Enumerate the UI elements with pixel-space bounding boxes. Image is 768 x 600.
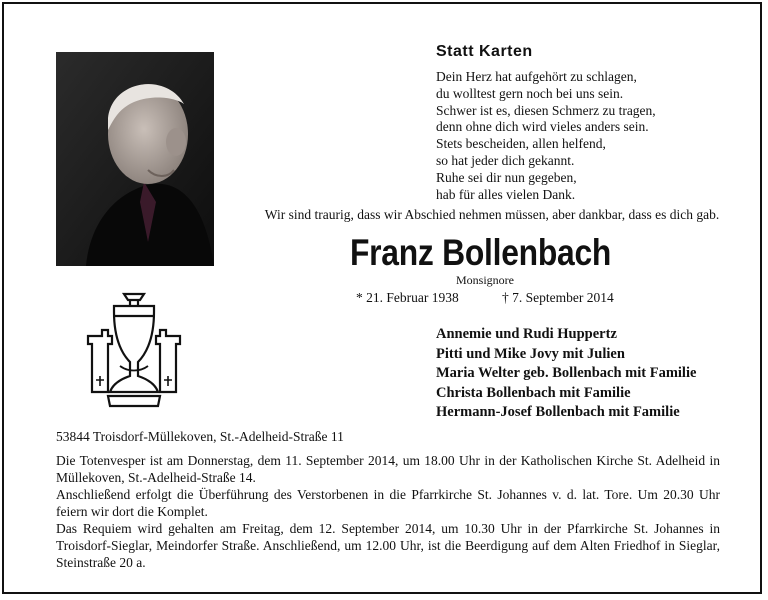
- poem: [436, 69, 656, 203]
- intro-sentence: Wir sind traurig, dass wir Abschied nehmen müssen, aber dankbar, dass es dich gab.: [264, 207, 720, 222]
- birth-date: * 21. Februar 1938: [356, 290, 459, 305]
- service-details: [56, 452, 720, 571]
- poem-line: Ruhe sei dir nun gegeben,: [436, 169, 577, 185]
- poem-line: hab für alles vielen Dank.: [436, 186, 576, 202]
- details-paragraph: Das Requiem wird gehalten am Freitag, dem 12. September 2014, um 10.30 Uhr in der Pfarrkirche St. Johannes in Troisdorf-Sieglar, Meindorfer Straße. Anschließend, um 12.00 Uhr, ist die Beerdigung auf dem Alten Friedhof in Sieglar, Steinstraße 20 a.: [56, 521, 720, 570]
- poem-line: so hat jeder dich gekannt.: [436, 152, 575, 168]
- mourner: Hermann-Josef Bollenbach mit Familie: [436, 404, 680, 420]
- portrait-photo-image: [56, 52, 214, 266]
- deceased-title: Monsignore: [456, 273, 514, 287]
- portrait-photo: [56, 52, 214, 266]
- notice-heading: Statt Karten: [436, 43, 533, 60]
- mourners-list: [436, 325, 696, 423]
- poem-line: Dein Herz hat aufgehört zu schlagen,: [436, 69, 637, 84]
- poem-line: Schwer ist es, diesen Schmerz zu tragen,: [436, 102, 656, 118]
- chalice-cross-icon: [84, 292, 184, 412]
- poem-line: du wolltest gern noch bei uns sein.: [436, 85, 624, 101]
- deceased-name: Franz Bollenbach: [350, 232, 612, 273]
- mourner: Pitti und Mike Jovy mit Julien: [436, 345, 625, 362]
- poem-line: Stets bescheiden, allen helfend,: [436, 136, 606, 152]
- mourner: Maria Welter geb. Bollenbach mit Familie: [436, 365, 697, 381]
- death-date: † 7. September 2014: [502, 290, 614, 305]
- details-paragraph: Anschließend erfolgt die Überführung des Verstorbenen in die Pfarrkirche St. Johannes v. d. lat. Tore. Um 20.30 Uhr feiern wir dort die Komplet.: [56, 487, 720, 519]
- obituary-notice: [2, 2, 762, 594]
- address: 53844 Troisdorf-Müllekoven, St.-Adelheid-Straße 11: [56, 429, 344, 444]
- mourner: Annemie und Rudi Huppertz: [436, 326, 617, 342]
- details-paragraph: Die Totenvesper ist am Donnerstag, dem 11. September 2014, um 18.00 Uhr in der Katholischen Kirche St. Adelheid in Müllekoven, St.-Adelheid-Straße 14.: [56, 453, 720, 485]
- mourner: Christa Bollenbach mit Familie: [436, 384, 631, 401]
- poem-line: denn ohne dich wird vieles anders sein.: [436, 119, 649, 135]
